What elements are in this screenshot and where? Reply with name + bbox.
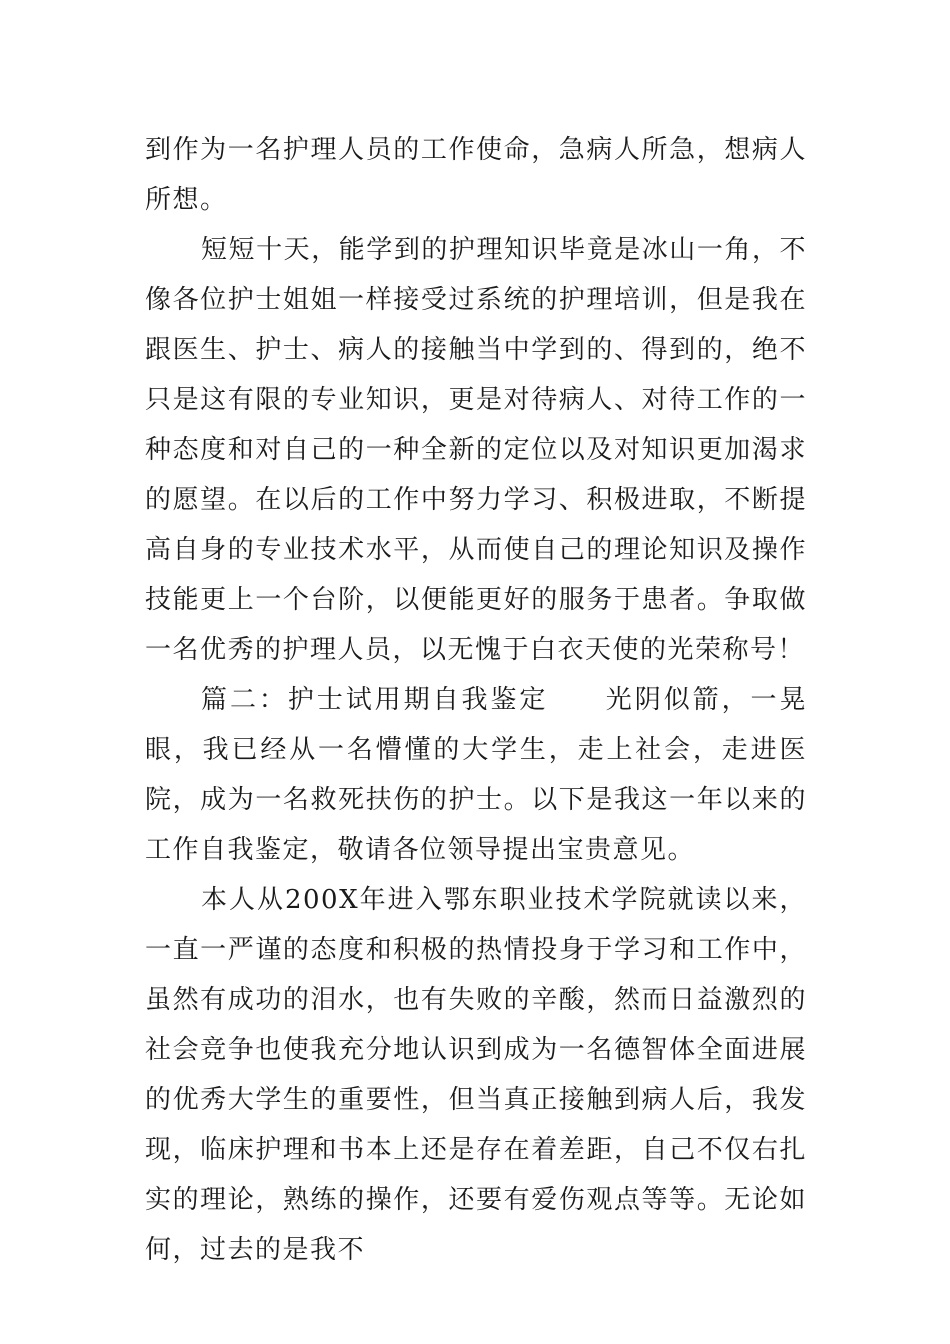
paragraph-2: 短短十天，能学到的护理知识毕竟是冰山一角，不像各位护士姐姐一样接受过系统的护理培训，但是我在跟医生、护士、病人的接触当中学到的、得到的，绝不只是这有限的专业知识，更是对待病人、对待工作的一种态度和对自己的一种全新的定位以及对知识更加渴求的愿望。在以后的工作中努力学习、积极进取，不断提高自身的专业技术水平，从而使自己的理论知识及操作技能更上一个台阶，以便能更好的服务于患者。争取做一名优秀的护理人员，以无愧于白衣天使的光荣称号！ (145, 235, 807, 665)
document-body (145, 125, 807, 1275)
paragraph-1: 到作为一名护理人员的工作使命，急病人所急，想病人所想。 (145, 135, 807, 215)
paragraph-4: 本人从200X年进入鄂东职业技术学院就读以来，一直一严谨的态度和积极的热情投身于学习和工作中，虽然有成功的泪水，也有失败的辛酸，然而日益激烈的社会竞争也使我充分地认识到成为一名德智体全面进展的优秀大学生的重要性，但当真正接触到病人后，我发现，临床护理和书本上还是存在着差距，自己不仅右扎实的理论，熟练的操作，还要有爱伤观点等等。无论如何，过去的是我不 (145, 885, 807, 1265)
section-heading: 篇二：护士试用期自我鉴定 (201, 685, 549, 715)
paragraph-3 (145, 675, 807, 875)
paragraph-3-text: 光阴似箭，一晃眼，我已经从一名懵懂的大学生，走上社会，走进医院，成为一名救死扶伤的护士。以下是我这一年以来的工作自我鉴定，敬请各位领导提出宝贵意见。 (145, 685, 807, 865)
